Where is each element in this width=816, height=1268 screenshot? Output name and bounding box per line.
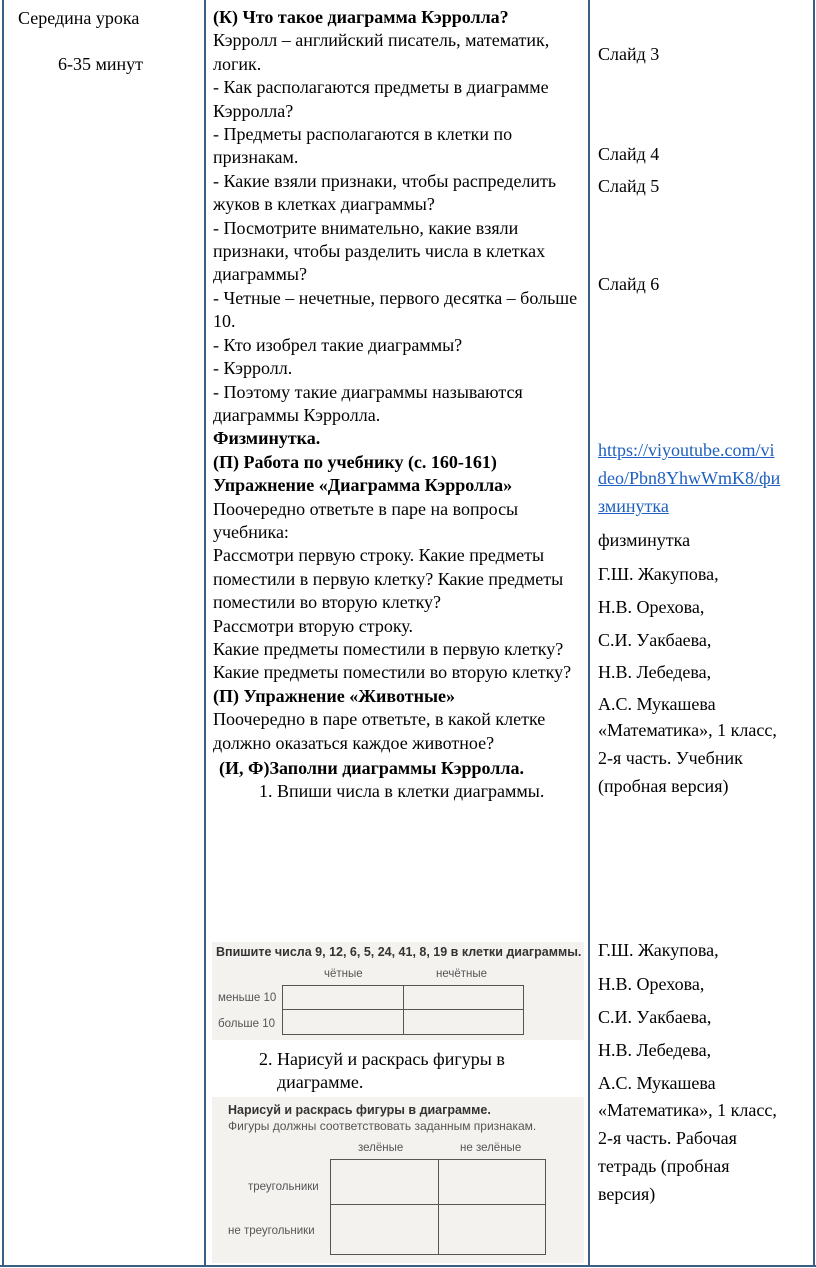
- block1-line: - Поэтому такие диаграммы называются диаграммы Кэрролла.: [213, 381, 523, 425]
- stage-cell: [18, 6, 198, 76]
- slide-ref: Слайд 6: [598, 274, 660, 294]
- block2-subtitle: Упражнение «Диаграмма Кэрролла»: [213, 475, 513, 496]
- slide-ref: Слайд 4: [598, 144, 660, 164]
- workbook-ref-line: «Математика», 1 класс,: [598, 1100, 777, 1120]
- pic1-row-label: меньше 10: [218, 992, 277, 1004]
- workbook-ref-line: тетрадь (пробная: [598, 1156, 730, 1176]
- pic2-row-label: не треугольники: [228, 1225, 315, 1237]
- task-item-2: 2. Нарисуй и раскрась фигуры в диаграмме.: [277, 1048, 585, 1095]
- column-divider-1: [204, 0, 206, 1266]
- content-cell: [213, 6, 585, 804]
- textbook-ref-line: «Математика», 1 класс,: [598, 720, 777, 740]
- block2-line: Какие предметы поместили в первую клетку? Какие предметы поместили во вторую клетку?: [213, 638, 572, 683]
- block2-line: Рассмотри вторую строку.: [213, 615, 414, 636]
- video-caption: физминутка: [598, 530, 691, 550]
- workbook-ref-line: С.И. Уакбаева,: [598, 1007, 712, 1027]
- slide-ref: Слайд 5: [598, 176, 660, 196]
- block4-title: (И, Ф)Заполни диаграммы Кэрролла.: [219, 758, 524, 778]
- block1-line: - Какие взяли признаки, чтобы распределить жуков в клетках диаграммы?: [213, 170, 557, 215]
- block1-line: - Кэрролл.: [213, 358, 293, 379]
- block2-line: Рассмотри первую строку. Какие предметы поместили в первую клетку? Какие предметы поместили во вторую клетку?: [213, 545, 564, 613]
- workbook-ref-line: Н.В. Лебедева,: [598, 1040, 712, 1060]
- column-divider-2: [588, 0, 590, 1266]
- table-border-right: [813, 0, 815, 1266]
- workbook-ref-line: 2-я часть. Рабочая: [598, 1128, 737, 1148]
- pic2-col-header: зелёные: [358, 1142, 404, 1154]
- stage-name: Середина урока: [18, 8, 140, 28]
- block1-line: Кэрролл – английский писатель, математик, логик.: [213, 30, 550, 74]
- task-list-2: [213, 1048, 585, 1095]
- video-link[interactable]: зминутка: [598, 496, 669, 516]
- stage-duration: 6-35 минут: [58, 54, 144, 74]
- workbook-ref-line: Г.Ш. Жакупова,: [598, 940, 719, 960]
- pic1-col-header: чётные: [324, 968, 363, 980]
- task-item-1: 1. Впиши числа в клетки диаграммы.: [277, 780, 585, 803]
- pic2-row-label: треугольники: [248, 1181, 319, 1193]
- physmin-heading: Физминутка.: [213, 428, 321, 449]
- slide-ref: Слайд 3: [598, 44, 660, 64]
- block1-line: - Предметы располагаются в клетки по признакам.: [213, 124, 513, 168]
- textbook-ref-line: 2-я часть. Учебник: [598, 748, 743, 768]
- block3-title: (П) Упражнение «Животные»: [213, 685, 456, 706]
- workbook-ref-line: А.С. Мукашева: [598, 1073, 716, 1093]
- textbook-ref-line: Н.В. Лебедева,: [598, 662, 712, 682]
- textbook-exercise-image-1: [212, 942, 584, 1040]
- pic1-row-label: больше 10: [218, 1018, 276, 1030]
- block2-line: Поочередно ответьте в паре на вопросы учебника:: [213, 498, 519, 542]
- pic1-caption: Впишите числа 9, 12, 6, 5, 24, 41, 8, 19 в клетки диаграммы.: [216, 945, 582, 959]
- task-list-2-wrap: [213, 1048, 585, 1095]
- block1-line: - Как располагаются предметы в диаграмме Кэрролла?: [213, 77, 549, 121]
- textbook-ref-line: (пробная версия): [598, 776, 729, 796]
- pic1-carroll-grid: [282, 985, 524, 1035]
- block1-title: (К) Что такое диаграмма Кэрролла?: [213, 7, 509, 27]
- pic2-caption: Нарисуй и раскрась фигуры в диаграмме.: [228, 1103, 491, 1117]
- textbook-ref-line: С.И. Уакбаева,: [598, 630, 712, 650]
- pic2-col-header: не зелёные: [460, 1142, 522, 1154]
- workbook-ref-line: Н.В. Орехова,: [598, 974, 705, 994]
- block1-line: - Четные – нечетные, первого десятка – больше 10.: [213, 287, 578, 332]
- task-list-1: [213, 780, 585, 803]
- table-border-bottom: [0, 1265, 816, 1267]
- pic2-carroll-grid: [330, 1159, 546, 1255]
- video-link[interactable]: deo/Pbn8YhwWmK8/фи: [598, 468, 781, 488]
- block1-line: - Кто изобрел такие диаграммы?: [213, 334, 463, 355]
- textbook-ref-line: Г.Ш. Жакупова,: [598, 564, 719, 584]
- workbook-exercise-image-2: [212, 1097, 584, 1263]
- block1-line: - Посмотрите внимательно, какие взяли признаки, чтобы разделить числа в клетках диаграммы?: [213, 217, 546, 285]
- pic1-col-header: нечётные: [436, 968, 488, 980]
- table-border-left: [2, 0, 4, 1266]
- video-link[interactable]: https://viyoutube.com/vi: [598, 440, 775, 460]
- block3-text: Поочередно в паре ответьте, в какой клетке должно оказаться каждое животное?: [213, 709, 546, 753]
- textbook-ref-line: Н.В. Орехова,: [598, 597, 705, 617]
- textbook-ref-line: А.С. Мукашева: [598, 694, 716, 714]
- workbook-ref-line: версия): [598, 1184, 656, 1204]
- pic2-subcaption: Фигуры должны соответствовать заданным признакам.: [228, 1119, 537, 1133]
- block2-title: (П) Работа по учебнику (с. 160-161): [213, 451, 497, 472]
